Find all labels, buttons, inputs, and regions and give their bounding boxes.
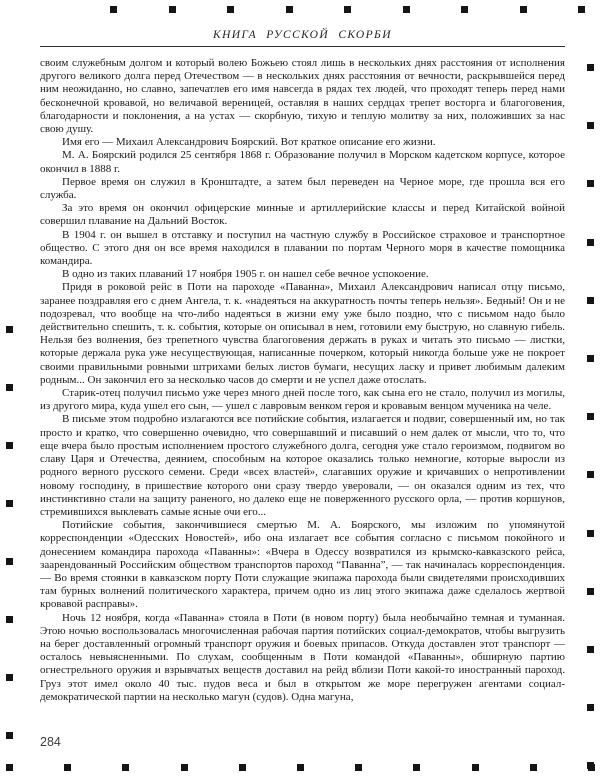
border-marker-right: [587, 64, 594, 71]
border-marker-right: [587, 239, 594, 246]
border-marker-left: [6, 616, 13, 623]
text-column: [40, 29, 565, 704]
paragraph: Первое время он служил в Кронштадте, а затем был переведен на Черное море, где прошла вся его служба.: [40, 175, 565, 202]
border-marker-top: [461, 6, 468, 13]
border-marker-right: [587, 297, 594, 304]
border-marker-top: [520, 6, 527, 13]
border-marker-left: [6, 674, 13, 681]
border-marker-right: [587, 530, 594, 537]
paragraph: своим служебным долгом и который волею Божьею стоял лишь в нескольких днях расстояния от исполнения другого великого долга перед Отечеством — в нескольких днях расстояния от вечности, раскрывшейся перед ним неожиданно, но славно, запечатлев его имя навсегда в рядах тех людей, что проходят теперь перед нами бесконечной кровавой, но величавой вереницей, оставляя в наших сердцах трепет восторга и благоговения, благодарности и поклонения, а на устах — скорбную, тихую и теплую молитву за них, положивших за нас свою душу.: [40, 57, 565, 136]
border-marker-right: [587, 413, 594, 420]
paragraph: М. А. Боярский родился 25 сентября 1868 г. Образование получил в Морском кадетском корпусе, которое окончил в 1888 г.: [40, 149, 565, 175]
border-marker-bottom: [122, 764, 129, 771]
border-marker-bottom: [181, 764, 188, 771]
border-marker-left: [6, 326, 13, 333]
border-marker-top: [578, 6, 585, 13]
page-number: 284: [40, 735, 61, 749]
paragraph: Потийские события, закончившиеся смертью М. А. Боярского, мы изложим по упомянутой корреспонденции «Одесских Новостей», ибо она излагает все события согласно с письмом покойного и донесением командира парохода «Паванны»: «Вчера в Одессу возвратился из крымско-кавказского рейса, заарендованный Российским обществом транспортов пароход “Паванна”, — так начиналась корреспонденция. — Во время стоянки в кавказском порту Поти служащие экипажа парохода были свидетелями происходивших там бурных волнений политического характера, причем одно из лиц этого экипажа даже сделалось жертвой кровавой расправы».: [40, 519, 565, 611]
border-marker-right: [587, 646, 594, 653]
border-marker-bottom: [588, 764, 595, 771]
paragraph: В одно из таких плаваний 17 ноября 1905 г. он нашел себе вечное успокоение.: [62, 268, 429, 281]
border-marker-bottom: [530, 764, 537, 771]
body-text: [40, 57, 565, 704]
paragraph: За это время он окончил офицерские минные и артиллерийские классы и перед Китайской войной совершил плавание на Дальний Восток.: [40, 202, 565, 228]
border-marker-top: [227, 6, 234, 13]
paragraph: Придя в роковой рейс в Поти на пароходе «Паванна», Михаил Александрович написал отцу письмо, заранее поздравляя его с днем Ангела, т. к. «надеяться на аккуратность почты теперь нельзя». Бедный! Он и не подозревал, что вообще на что-либо надеяться в жизни ему уже было поздно, что с письмом надо было действительно спешить, т. к. события, которые он описывал в нем, готовили ему быструю, но славную гибель. Нельзя без волнения, без трепетного чувства благоговения держать в руках и читать это письмо — листки, которые держала рука уже несуществующая, написанные почерком, который никогда больше уже не покроет своими правильными ровными штрихами белых листов бумаги, несущих ласку и привет любимым далеким родным... Он закончил его за несколько часов до смерти и не успел даже отослать.: [40, 281, 565, 386]
border-marker-top: [169, 6, 176, 13]
border-marker-bottom: [239, 764, 246, 771]
paragraph: Имя его — Михаил Александрович Боярский. Вот краткое описание его жизни.: [62, 136, 436, 149]
running-head: КНИГА РУССКОЙ СКОРБИ: [213, 29, 392, 41]
border-marker-right: [587, 122, 594, 129]
border-marker-bottom: [413, 764, 420, 771]
border-marker-left: [6, 442, 13, 449]
paragraph: В 1904 г. он вышел в отставку и поступил на частную службу в Российское страховое и транспортное общество. С этого дня он все время находился в плавании по портам Черного моря в качестве помощника командира.: [40, 228, 565, 268]
border-marker-right: [587, 180, 594, 187]
header-rule: [40, 46, 565, 47]
border-marker-left: [6, 558, 13, 565]
border-marker-left: [6, 732, 13, 739]
border-marker-bottom: [64, 764, 71, 771]
paragraph: Старик-отец получил письмо уже через много дней после того, как сына его не стало, получил из могилы, из другого мира, куда ушел его сын, — ушел с лавровым венком героя и кровавым венцом мученика на челе.: [40, 387, 565, 413]
border-marker-right: [587, 355, 594, 362]
border-marker-bottom: [355, 764, 362, 771]
border-marker-top: [286, 6, 293, 13]
border-marker-bottom: [6, 764, 13, 771]
border-marker-right: [587, 588, 594, 595]
border-marker-left: [6, 384, 13, 391]
border-marker-bottom: [297, 764, 304, 771]
border-marker-right: [587, 471, 594, 478]
border-marker-right: [587, 704, 594, 711]
border-marker-top: [344, 6, 351, 13]
paragraph: Ночь 12 ноября, когда «Паванна» стояла в Поти (в новом порту) была необычайно темная и туманная. Этою ночью воспользовалась многочисленная рабочая партия потийских социал-демократов, чтобы выгрузить на берег доставленный огромный транспорт оружия и боевых припасов. Откуда доставлен этот транспорт — осталось невыясненными. По слухам, сообщенным в Поти командой «Паванны», обширную партию огнестрельного оружия и взрывчатых веществ доставил на рейд вблизи Поти какой-то иностранный пароход. Груз этот имел около 40 тыс. пудов веса и был в открытом же море перегружен агентами социал-демократической партии на несколько магун (судов). Одна магуна,: [40, 611, 565, 703]
border-marker-bottom: [472, 764, 479, 771]
border-marker-left: [6, 500, 13, 507]
paragraph: В письме этом подробно излагаются все потийские события, излагается и подвиг, совершенный им, но так просто и кратко, что совершенно очевидно, что совершавший и писавший о нем далек от мысли, что то, что еще вчера было простым исполнением простого служебного долга, сегодня уже стало героизмом, подвигом во славу Царя и Отечества, деянием, способным на которое оказались только немногие, которые выросли из родного верного русского семени. Среди «всех властей», слагавших оружие и кричавших о непротивлении новому господину, в пришествие которого они сразу твердо уверовали, — он оказался одним из тех, что инстинктивно стали на защиту раненого, но далеко еще не поверженного русского орла, — против коршунов, стремившихся выклевать самые ясные очи его...: [40, 413, 565, 518]
border-marker-top: [403, 6, 410, 13]
border-marker-top: [110, 6, 117, 13]
